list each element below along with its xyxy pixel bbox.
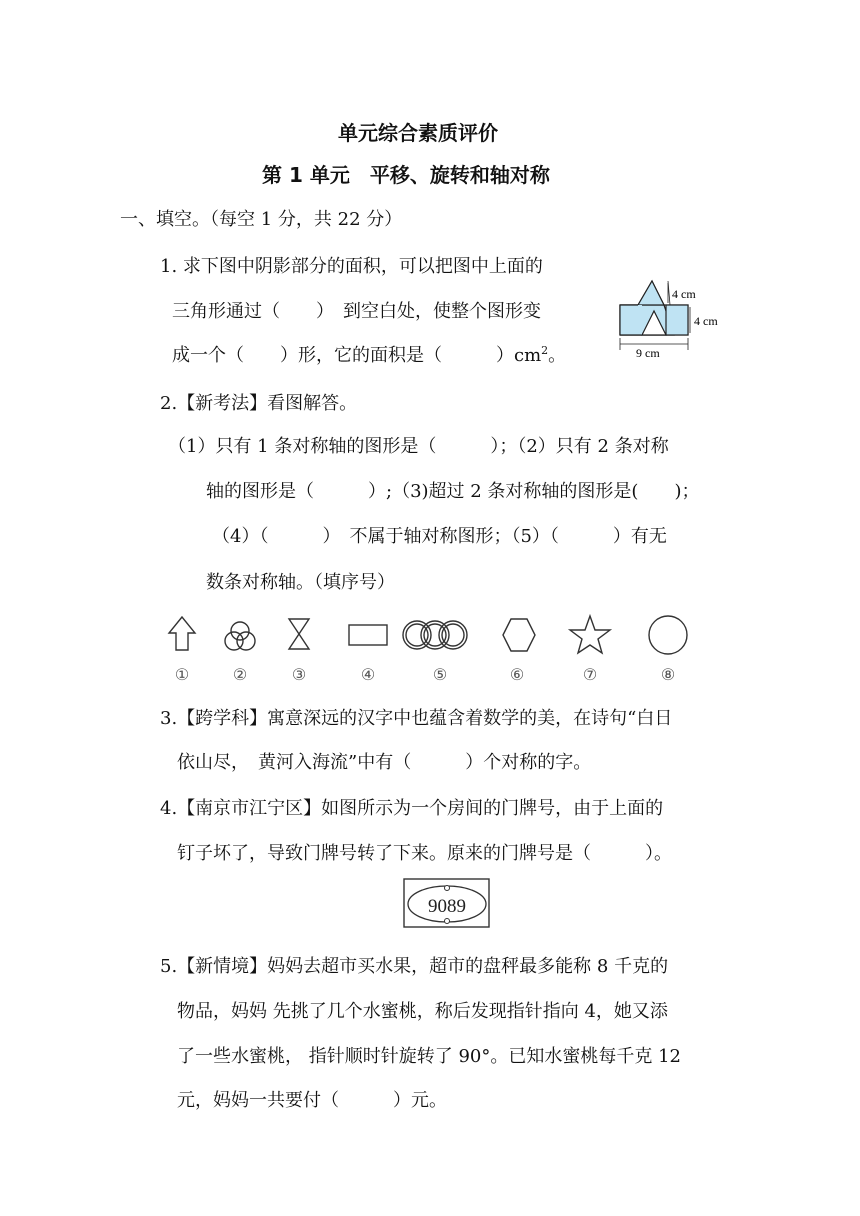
- shape-number-8: ⑧: [660, 667, 676, 684]
- shape-number-3: ③: [291, 667, 307, 684]
- q1-top-triangle: [638, 281, 664, 305]
- q2-line5: 数条对称轴。（填序号）: [206, 572, 395, 593]
- q5-line1: 5.【新情境】妈妈去超市买水果，超市的盘秤最多能称 8 千克的: [160, 956, 669, 977]
- q2-shapes-row: [155, 605, 715, 687]
- q2-line1: 2.【新考法】看图解答。: [160, 393, 358, 414]
- q2-line4: （4）（ ） 不属于轴对称图形；（5）（ ）有无: [212, 526, 667, 547]
- q1-line1: 1. 求下图中阴影部分的面积，可以把图中上面的: [160, 256, 543, 277]
- q1-shaded-figure: [612, 268, 737, 363]
- three-rings-icon: [403, 621, 467, 649]
- q1-line2: 三角形通过（ ） 到空白处，使整个图形变: [172, 301, 541, 322]
- shape-number-6: ⑥: [509, 667, 525, 684]
- nail-bottom-icon: [445, 919, 450, 924]
- q1-line3-text: 成一个（ ）形，它的面积是（ ）cm: [172, 345, 542, 366]
- hourglass-icon: [289, 619, 309, 649]
- shape-number-5: ⑤: [432, 667, 448, 684]
- rectangle-icon: [349, 625, 387, 645]
- q4-plate-number: 9089: [428, 896, 466, 917]
- q1-unit-superscript: 2: [541, 344, 549, 357]
- q3-line1: 3.【跨学科】寓意深远的汉字中也蕴含着数学的美，在诗句“白日: [160, 708, 673, 729]
- q4-line2: 钉子坏了，导致门牌号转了下来。原来的门牌号是（ ）。: [177, 843, 672, 864]
- q4-door-plate: [403, 876, 491, 930]
- arrow-up-icon: [169, 617, 195, 650]
- section-heading: 一、填空。（每空 1 分，共 22 分）: [120, 209, 403, 230]
- q5-line2: 物品，妈妈 先挑了几个水蜜桃，称后发现指针指向 4，她又添: [177, 1001, 668, 1022]
- q3-line2: 依山尽， 黄河入海流”中有（ ）个对称的字。: [177, 752, 592, 773]
- q1-line3-end: 。: [548, 345, 567, 366]
- q2-line2: （1）只有 1 条对称轴的图形是（ ）；（2）只有 2 条对称: [168, 436, 669, 457]
- q5-line3: 了一些水蜜桃， 指针顺时针旋转了 90°。已知水蜜桃每千克 12: [177, 1046, 681, 1067]
- trefoil-icon: [225, 622, 255, 650]
- q1-line3: [172, 341, 566, 367]
- q4-line1: 4.【南京市江宁区】如图所示为一个房间的门牌号，由于上面的: [160, 798, 664, 819]
- q1-label-right: 4 cm: [694, 314, 718, 328]
- q2-line3: 轴的图形是（ ）;（3)超过 2 条对称轴的图形是( )；: [206, 481, 700, 502]
- circle-icon: [649, 616, 687, 654]
- nail-top-icon: [445, 886, 450, 891]
- page-title: 单元综合素质评价: [338, 121, 498, 145]
- shape-number-4: ④: [360, 667, 376, 684]
- q5-line4: 元，妈妈一共要付（ ）元。: [177, 1090, 447, 1111]
- q1-label-top: 4 cm: [672, 287, 696, 301]
- q1-label-bottom: 9 cm: [636, 346, 660, 360]
- hexagon-icon: [503, 619, 535, 651]
- star-icon: [570, 616, 610, 653]
- shape-number-2: ②: [232, 667, 248, 684]
- shape-number-7: ⑦: [582, 667, 598, 684]
- shape-number-1: ①: [174, 667, 190, 684]
- unit-subtitle: 第 1 单元 平移、旋转和轴对称: [262, 163, 550, 187]
